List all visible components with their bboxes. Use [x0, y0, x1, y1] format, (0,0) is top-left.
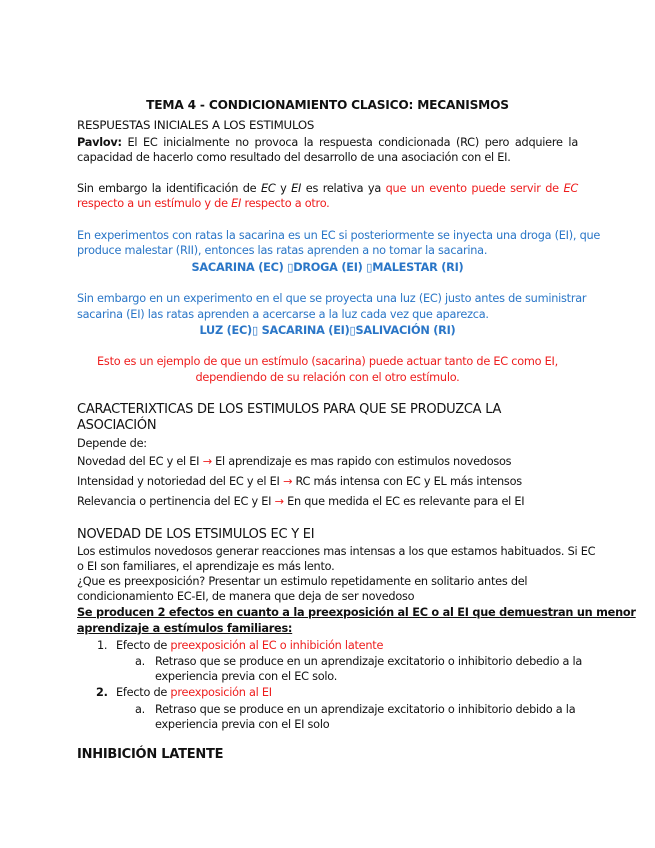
effect-name: preexposición al EI: [170, 686, 272, 699]
experiment-2-line-1: Sin embargo en un experimento en el que se proyecta una luz (EC) justo antes de suministrar: [77, 292, 587, 305]
arrow-right-icon: →: [202, 455, 212, 468]
effect-1-title: [116, 639, 383, 653]
text-run-italic: EC: [260, 182, 276, 195]
effect-2-sub-line-2: experiencia previa con el EI solo: [155, 718, 330, 731]
text-run: Sin embargo la identificación de: [77, 182, 261, 195]
effect-lead: Efecto de: [116, 686, 171, 699]
section-heading-inhibicion-latente: INHIBICIÓN LATENTE: [77, 747, 224, 762]
novedad-p1-line-1: Los estimulos novedosos generar reacciones mas intensas a los que estamos habituados. Si EC: [77, 545, 596, 558]
pavlov-text: El EC inicialmente no provoca la respuesta condicionada (RC) pero adquiere la: [121, 136, 578, 149]
section-heading-novedad: NOVEDAD DE LOS ETSIMULOS EC Y EI: [77, 527, 315, 542]
characteristic-desc: En que medida el EC es relevante para el EI: [283, 495, 525, 508]
pavlov-label: Pavlov:: [77, 136, 122, 149]
experiment-1-formula: SACARINA (EC) ▯DROGA (EI) ▯MALESTAR (RI): [191, 261, 464, 274]
effect-2-sub-letter: a.: [135, 703, 146, 716]
effect-1-sub-letter: a.: [135, 655, 146, 668]
depende-de: Depende de:: [77, 437, 147, 450]
efectos-underlined-line-2: aprendizaje a estímulos familiares:: [77, 622, 293, 635]
highlight-text: respecto a otro.: [241, 197, 330, 210]
experiment-1-line-2: produce malestar (RII), entonces las ratas aprenden a no tomar la sacarina.: [77, 244, 488, 257]
effect-1-sub-line-2: experiencia previa con el EC solo.: [155, 670, 338, 683]
section-heading-caracteristicas: CARACTERIXTICAS DE LOS ESTIMULOS PARA QUE SE PRODUZCA LA: [77, 402, 502, 417]
example-line-1: Esto es un ejemplo de que un estímulo (sacarina) puede actuar tanto de EC como EI,: [97, 355, 558, 368]
pavlov-line-2: capacidad de hacerlo como resultado del desarrollo de una asociación con el EI.: [77, 151, 511, 164]
effect-lead: Efecto de: [116, 639, 171, 652]
novedad-p2-line-2: condicionamiento EC-EI, de manera que deja de ser novedoso: [77, 590, 415, 603]
sin-embargo-line-2: [77, 197, 330, 211]
characteristic-label: Intensidad y notoriedad del EC y el EI: [77, 475, 283, 488]
pavlov-line-1: [77, 136, 578, 150]
efectos-underlined-line-1: Se producen 2 efectos en cuanto a la preexposición al EC o al EI que demuestran un menor: [77, 606, 636, 619]
text-run-italic: EI: [291, 182, 302, 195]
section-heading-caracteristicas-2: ASOCIACIÓN: [77, 418, 157, 433]
effect-2-sub-line-1: Retraso que se produce en un aprendizaje excitatorio o inhibitorio debido a la: [155, 703, 576, 716]
highlight-text: respecto a un estímulo y de: [77, 197, 232, 210]
effect-2-title: [116, 686, 272, 700]
arrow-right-icon: →: [282, 475, 293, 488]
section-heading-respuestas: RESPUESTAS INICIALES A LOS ESTIMULOS: [77, 118, 315, 132]
novedad-p2-line-1: ¿Que es preexposición? Presentar un estimulo repetidamente en solitario antes del: [77, 575, 528, 588]
page-title: TEMA 4 - CONDICIONAMIENTO CLASICO: MECANISMOS: [146, 98, 509, 112]
characteristic-desc: RC más intensa con EC y EL más intensos: [292, 475, 522, 488]
highlight-text-italic: EI: [231, 197, 242, 210]
example-line-2: dependiendo de su relación con el otro estímulo.: [195, 371, 460, 384]
experiment-2-line-2: sacarina (EI) las ratas aprenden a acercarse a la luz cada vez que aparezca.: [77, 308, 489, 321]
text-run: es relativa ya: [301, 182, 386, 195]
effect-1-sub-line-1: Retraso que se produce en un aprendizaje excitatorio o inhibitorio debedio a la: [155, 655, 583, 668]
novedad-p1-line-2: o EI son familiares, el aprendizaje es más lento.: [77, 560, 335, 573]
highlight-text-italic: EC: [563, 182, 578, 195]
experiment-2-formula: LUZ (EC)▯ SACARINA (EI)▯SALIVACIÓN (RI): [199, 324, 456, 337]
effect-2-number: 2.: [96, 686, 108, 699]
characteristic-label: Novedad del EC y el EI: [77, 455, 203, 468]
arrow-right-icon: →: [274, 495, 284, 508]
characteristic-relevancia: [77, 495, 524, 509]
characteristic-desc: El aprendizaje es mas rapido con estimulos novedosos: [211, 455, 512, 468]
effect-name: preexposición al EC o inhibición latente: [170, 639, 384, 652]
experiment-1-line-1: En experimentos con ratas la sacarina es un EC si posteriormente se inyecta una droga (EI), que: [77, 229, 601, 242]
characteristic-label: Relevancia o pertinencia del EC y EI: [77, 495, 275, 508]
text-run: y: [275, 182, 292, 195]
characteristic-novedad: [77, 455, 511, 469]
sin-embargo-line-1: [77, 182, 578, 196]
effect-1-number: 1.: [97, 639, 108, 652]
highlight-text: que un evento puede servir de: [385, 182, 564, 195]
characteristic-intensidad: [77, 475, 522, 489]
